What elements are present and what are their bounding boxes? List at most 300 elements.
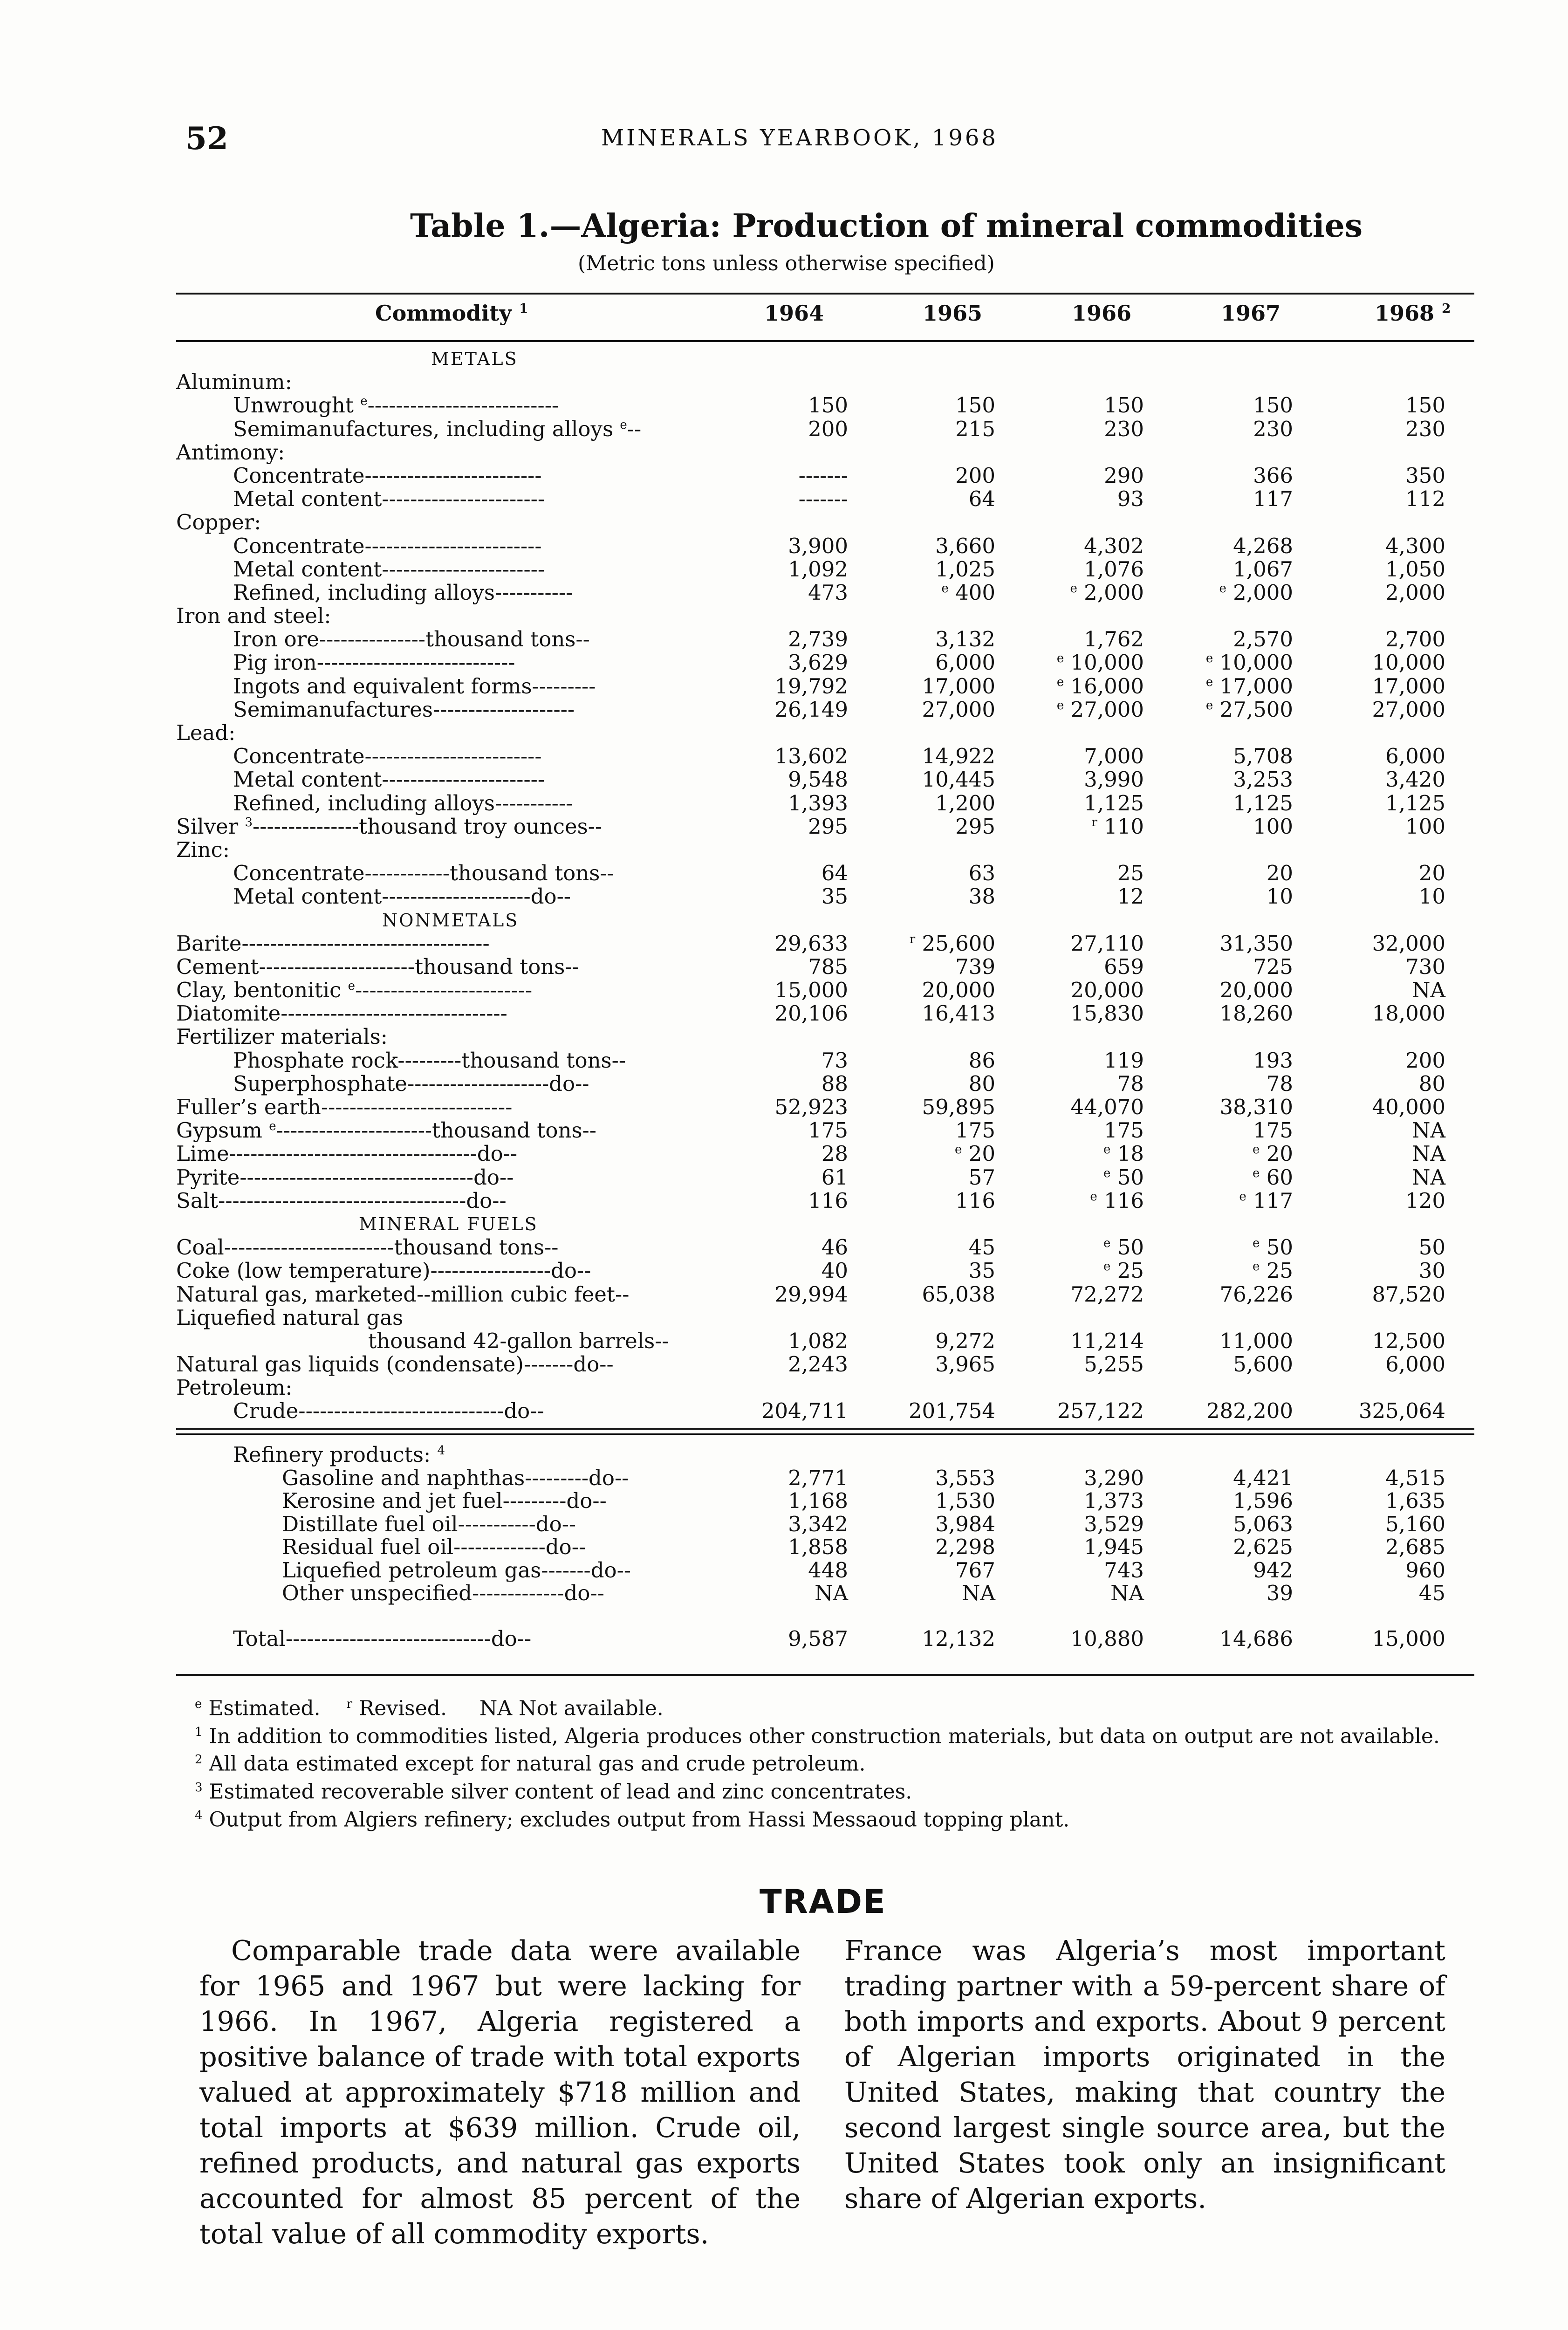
- cell-1966: [1004, 745, 1144, 768]
- row-label: [233, 1443, 711, 1467]
- cell-1968: [1306, 1049, 1445, 1072]
- row-label: [176, 1002, 711, 1025]
- cell-1968: [1306, 1559, 1445, 1582]
- cell-value: 5,255: [1084, 1352, 1144, 1377]
- row-leader: -----------------: [430, 1259, 551, 1283]
- row-leader: ---------------------------: [367, 394, 559, 418]
- cell-value: 2,243: [788, 1352, 848, 1377]
- cell-1964: [708, 464, 848, 487]
- cell-1964: [708, 651, 848, 674]
- cell-1968: [1306, 932, 1445, 955]
- row-footnote-mark: e: [620, 418, 627, 432]
- table-row: [0, 511, 1568, 534]
- cell-1964: [708, 955, 848, 979]
- cell-1968: [1306, 675, 1445, 698]
- row-label: [233, 628, 711, 651]
- table-row: [0, 698, 1568, 721]
- cell-1964: [708, 1072, 848, 1096]
- cell-value: 17,000: [922, 673, 995, 699]
- row-label: [233, 464, 711, 487]
- cell-value: 2,570: [1233, 627, 1293, 652]
- table-row: [0, 768, 1568, 791]
- row-leader-tail: --: [492, 1189, 507, 1213]
- cell-value: 473: [808, 580, 848, 605]
- cell-1967: [1153, 1535, 1293, 1559]
- cell-1966: [1004, 1513, 1144, 1536]
- cell-value: 175: [808, 1118, 848, 1143]
- cell-value: 730: [1405, 954, 1445, 979]
- cell-value: 200: [1405, 1048, 1445, 1073]
- legend-r: Revised.: [359, 1696, 447, 1720]
- cell-1967: [1153, 979, 1293, 1002]
- row-leader: -----------------------------: [298, 1399, 504, 1423]
- row-label-text: Crude: [233, 1399, 299, 1423]
- cell-value: 175: [1104, 1118, 1144, 1143]
- estimated-mark: e: [1253, 1260, 1260, 1274]
- cell-1964: [708, 487, 848, 511]
- cell-value: 5,600: [1233, 1352, 1293, 1377]
- row-label-text: Coal: [176, 1236, 224, 1260]
- cell-value: 46: [821, 1235, 848, 1260]
- cell-value: 2,000: [1233, 580, 1293, 605]
- row-label-text: Fuller’s earth: [176, 1096, 321, 1119]
- cell-value: 960: [1405, 1557, 1445, 1583]
- cell-value: 1,125: [1084, 790, 1144, 816]
- cell-1964: [708, 1259, 848, 1282]
- cell-value: 18: [1117, 1141, 1144, 1166]
- cell-value: 88: [821, 1071, 848, 1096]
- cell-value: 14,922: [922, 744, 995, 769]
- cell-1966: [1004, 979, 1144, 1002]
- cell-value: 27,000: [1372, 697, 1445, 722]
- row-leader: --: [417, 1282, 431, 1306]
- row-label: [233, 394, 711, 417]
- cell-value: 27,110: [1070, 931, 1144, 956]
- row-leader: -----------: [495, 581, 573, 605]
- cell-1966: [1004, 418, 1144, 441]
- cell-value: 80: [968, 1071, 995, 1096]
- cell-value: 1,762: [1084, 627, 1144, 652]
- estimated-mark: e: [1103, 1166, 1111, 1180]
- row-label: [176, 1189, 711, 1213]
- cell-value: 10,000: [1070, 650, 1144, 675]
- estimated-mark: e: [1103, 1260, 1111, 1274]
- cell-1964: [708, 1513, 848, 1536]
- row-label: [233, 558, 711, 581]
- cell-value: 290: [1104, 463, 1144, 488]
- row-label: [233, 862, 711, 885]
- cell-1965: [856, 885, 995, 908]
- cell-1964: [708, 581, 848, 604]
- cell-value: 3,965: [935, 1352, 995, 1377]
- row-leader: -------------------------: [364, 745, 542, 768]
- cell-1967: [1153, 932, 1293, 955]
- cell-1964: [708, 698, 848, 721]
- cell-value: 201,754: [908, 1398, 995, 1424]
- cell-1968: [1306, 651, 1445, 674]
- cell-value: 2,000: [1084, 580, 1144, 605]
- cell-value: 45: [1418, 1581, 1445, 1605]
- cell-value: 1,125: [1385, 790, 1445, 816]
- row-leader: -----------------------------------: [241, 932, 490, 955]
- row-label-text: Phosphate rock: [233, 1048, 398, 1072]
- cell-1965: [856, 745, 995, 768]
- table-row: [0, 1049, 1568, 1072]
- cell-value: 44,070: [1070, 1095, 1144, 1119]
- section-label: MINERAL FUELS: [359, 1213, 538, 1234]
- legend-na: NA Not available.: [479, 1696, 664, 1720]
- refinery-table-body: [0, 1443, 1568, 1650]
- cell-1966: [1004, 1259, 1144, 1282]
- cell-value: 1,125: [1233, 790, 1293, 816]
- row-label: [233, 1072, 711, 1096]
- cell-value: 257,122: [1057, 1398, 1144, 1424]
- cell-value: 60: [1266, 1165, 1293, 1190]
- cell-1966: [1004, 487, 1144, 511]
- row-leader: -----------------------------------: [229, 1142, 477, 1166]
- cell-value: 10,000: [1219, 650, 1293, 675]
- cell-value: 175: [955, 1118, 995, 1143]
- row-label-text: Barite: [176, 932, 242, 955]
- row-label-text: Zinc:: [176, 838, 230, 862]
- cell-1966: [1004, 1142, 1144, 1165]
- cell-1967: [1153, 1166, 1293, 1189]
- revised-mark: r: [909, 932, 916, 946]
- estimated-mark: e: [1070, 581, 1077, 596]
- cell-value: 20,000: [922, 978, 995, 1003]
- cell-value: 200: [955, 463, 995, 488]
- row-leader-tail: --: [575, 628, 590, 651]
- cell-value: 50: [1266, 1235, 1293, 1260]
- cell-1966: [1004, 1236, 1144, 1259]
- legend-mark-r: r: [346, 1697, 353, 1711]
- cell-1968: [1306, 464, 1445, 487]
- cell-1967: [1153, 651, 1293, 674]
- cell-1968: [1306, 862, 1445, 885]
- cell-1965: [856, 1259, 995, 1282]
- row-label-text: Cement: [176, 955, 259, 979]
- cell-value: 17,000: [1219, 673, 1293, 699]
- cell-1966: [1004, 1096, 1144, 1119]
- cell-value: 3,132: [935, 627, 995, 652]
- row-leader-tail: --: [588, 815, 603, 838]
- row-footnote-mark: 4: [437, 1444, 445, 1458]
- cell-1967: [1153, 1119, 1293, 1142]
- cell-1967: [1153, 698, 1293, 721]
- cell-1968: [1306, 955, 1445, 979]
- row-label: [233, 487, 711, 511]
- cell-value: 1,067: [1233, 556, 1293, 582]
- row-label: [282, 1582, 711, 1605]
- column-header-1964: 1964: [764, 301, 824, 326]
- cell-1966: [1004, 1049, 1144, 1072]
- cell-1966: [1004, 862, 1144, 885]
- cell-value: 5,063: [1233, 1511, 1293, 1536]
- cell-value: 12,500: [1372, 1328, 1445, 1353]
- cell-value: 20,000: [1219, 978, 1293, 1003]
- cell-value: 1,050: [1385, 556, 1445, 582]
- cell-1966: [1004, 1353, 1144, 1376]
- cell-1964: [708, 815, 848, 838]
- cell-1965: [856, 1535, 995, 1559]
- row-label: [176, 1376, 711, 1399]
- table-row: [0, 862, 1568, 885]
- cell-1965: [856, 1627, 995, 1651]
- cell-1964: [708, 418, 848, 441]
- cell-1967: [1153, 1489, 1293, 1513]
- cell-1968: [1306, 1166, 1445, 1189]
- cell-1965: [856, 1049, 995, 1072]
- row-label-text: Gasoline and naphthas: [282, 1466, 525, 1489]
- cell-value: 725: [1253, 954, 1293, 979]
- cell-1966: [1004, 1535, 1144, 1559]
- row-leader-tail: --: [556, 885, 571, 909]
- estimated-mark: e: [1205, 675, 1213, 689]
- cell-value: 230: [1253, 416, 1293, 441]
- footnote-3-text: Estimated recoverable silver content of lead and zinc concentrates.: [209, 1780, 912, 1804]
- cell-value: 38: [968, 884, 995, 909]
- column-header-commodity-note: 1: [519, 301, 528, 316]
- row-label: [233, 792, 711, 815]
- row-label: [233, 698, 711, 721]
- cell-1968: [1306, 418, 1445, 441]
- header-bottom-rule: [176, 340, 1474, 342]
- cell-value: 86: [968, 1048, 995, 1073]
- cell-value: 16,000: [1070, 673, 1144, 699]
- table-subtitle: (Metric tons unless otherwise specified): [578, 252, 995, 275]
- cell-1968: [1306, 1353, 1445, 1376]
- row-footnote-mark: e: [348, 979, 356, 994]
- cell-value: 2,685: [1385, 1535, 1445, 1559]
- legend-mark-e: e: [195, 1697, 202, 1711]
- cell-value: 3,990: [1084, 767, 1144, 792]
- cell-value: 116: [955, 1188, 995, 1213]
- cell-1966: [1004, 651, 1144, 674]
- row-leader: -----------------------------------: [218, 1189, 466, 1213]
- footnote-3-mark: 3: [195, 1780, 203, 1795]
- cell-value: -------: [798, 463, 848, 488]
- cell-1965: [856, 768, 995, 791]
- cell-1967: [1153, 1399, 1293, 1423]
- cell-1965: [856, 1189, 995, 1213]
- row-label-text: Silver: [176, 815, 239, 838]
- row-leader-tail: --: [590, 1582, 604, 1605]
- cell-1968: [1306, 1399, 1445, 1423]
- cell-1964: [708, 885, 848, 908]
- cell-1965: [856, 979, 995, 1002]
- cell-value: 28: [821, 1141, 848, 1166]
- cell-value: 50: [1117, 1165, 1144, 1190]
- cell-1965: [856, 1489, 995, 1513]
- row-unit: do: [551, 1259, 577, 1283]
- table-row: [0, 721, 1568, 745]
- row-leader-tail: --: [614, 1466, 629, 1489]
- cell-1965: [856, 628, 995, 651]
- row-leader-tail: --: [517, 1627, 532, 1650]
- cell-1966: [1004, 1166, 1144, 1189]
- cell-value: 25: [1266, 1258, 1293, 1283]
- row-footnote-mark: 3: [245, 815, 253, 829]
- row-label-text: Metal content: [233, 768, 382, 792]
- cell-1966: [1004, 1489, 1144, 1513]
- row-unit: thousand tons: [394, 1236, 545, 1260]
- cell-1968: [1306, 745, 1445, 768]
- row-label: [233, 1627, 711, 1651]
- cell-value: 12: [1117, 884, 1144, 909]
- row-label: [233, 1049, 711, 1072]
- cell-1965: [856, 1399, 995, 1423]
- column-header-1968-note: 2: [1442, 301, 1451, 316]
- table-row: [0, 1283, 1568, 1306]
- cell-1967: [1153, 394, 1293, 417]
- cell-value: 743: [1104, 1557, 1144, 1583]
- cell-value: 100: [1405, 814, 1445, 839]
- row-label: [176, 815, 711, 838]
- cell-1965: [856, 815, 995, 838]
- cell-1965: [856, 418, 995, 441]
- row-unit: do: [590, 1558, 617, 1582]
- trade-heading: TRADE: [760, 1883, 886, 1921]
- row-leader-tail: --: [611, 1048, 626, 1072]
- cell-1964: [708, 768, 848, 791]
- row-leader-tail: --: [592, 1489, 607, 1513]
- cell-1966: [1004, 581, 1144, 604]
- cell-value: 10,880: [1070, 1626, 1144, 1651]
- cell-value: 193: [1253, 1048, 1293, 1073]
- cell-value: 659: [1104, 954, 1144, 979]
- footnote-1-mark: 1: [195, 1725, 203, 1739]
- cell-value: 78: [1266, 1071, 1293, 1096]
- cell-value: 5,708: [1233, 744, 1293, 769]
- cell-1965: [856, 558, 995, 581]
- row-label-text: Salt: [176, 1189, 219, 1213]
- row-leader-tail: --: [503, 1142, 518, 1166]
- cell-value: 38,310: [1219, 1095, 1293, 1119]
- cell-value: 1,092: [788, 556, 848, 582]
- row-footnote-mark: e: [360, 394, 368, 409]
- cell-value: 117: [1253, 1188, 1293, 1213]
- cell-1964: [708, 1166, 848, 1189]
- row-leader: -----------: [495, 791, 573, 815]
- cell-value: 117: [1253, 487, 1293, 512]
- table-row: [0, 558, 1568, 581]
- cell-1968: [1306, 1259, 1445, 1282]
- cell-1964: [708, 558, 848, 581]
- cell-value: 50: [1418, 1235, 1445, 1260]
- cell-1966: [1004, 1329, 1144, 1353]
- estimated-mark: e: [1205, 651, 1213, 666]
- cell-1966: [1004, 768, 1144, 791]
- cell-value: 739: [955, 954, 995, 979]
- table-row: [0, 1467, 1568, 1490]
- cell-value: 6,000: [935, 650, 995, 675]
- cell-value: 2,000: [1385, 580, 1445, 605]
- row-unit: thousand troy ounces: [359, 815, 588, 838]
- cell-value: 3,984: [935, 1511, 995, 1536]
- cell-value: 3,529: [1084, 1511, 1144, 1536]
- row-leader-tail: --: [575, 1072, 589, 1096]
- row-unit: do: [491, 1627, 517, 1650]
- cell-1967: [1153, 1582, 1293, 1605]
- cell-value: 3,342: [788, 1511, 848, 1536]
- cell-value: 1,635: [1385, 1488, 1445, 1513]
- cell-value: 785: [808, 954, 848, 979]
- cell-1968: [1306, 1142, 1445, 1165]
- cell-1968: [1306, 1072, 1445, 1096]
- cell-1968: [1306, 1119, 1445, 1142]
- cell-1967: [1153, 1559, 1293, 1582]
- cell-value: 52,923: [774, 1095, 848, 1119]
- cell-value: 5,160: [1385, 1511, 1445, 1536]
- row-leader: -------------: [472, 1582, 564, 1605]
- row-unit: thousand tons: [449, 862, 600, 885]
- cell-1965: [856, 862, 995, 885]
- cell-1964: [708, 1353, 848, 1376]
- table-row: [0, 1002, 1568, 1025]
- cell-value: 25: [1117, 861, 1144, 886]
- cell-1968: [1306, 1096, 1445, 1119]
- cell-value: NA: [1412, 1141, 1445, 1166]
- row-label-text: Metal content: [233, 885, 382, 909]
- cell-value: 350: [1405, 463, 1445, 488]
- section-heading-mineral-fuels: [0, 1213, 1568, 1236]
- cell-value: 448: [808, 1557, 848, 1583]
- cell-1967: [1153, 1283, 1293, 1306]
- row-label: [176, 370, 711, 394]
- cell-value: 295: [808, 814, 848, 839]
- row-label: [176, 979, 711, 1002]
- cell-value: 7,000: [1084, 744, 1144, 769]
- cell-1965: [856, 1582, 995, 1605]
- column-header-1966: 1966: [1072, 301, 1132, 326]
- table-row: [0, 979, 1568, 1002]
- row-leader-tail: --: [571, 1535, 586, 1559]
- cell-1964: [708, 535, 848, 558]
- cell-1966: [1004, 1627, 1144, 1651]
- row-leader: ----------------------: [259, 955, 415, 979]
- cell-1967: [1153, 815, 1293, 838]
- row-leader: -----------: [458, 1512, 536, 1535]
- row-leader: -------------------------: [364, 464, 542, 488]
- row-leader-tail: --: [582, 1119, 596, 1143]
- row-leader: -----------------------: [382, 557, 545, 581]
- table-row: [0, 535, 1568, 558]
- table-row: [0, 628, 1568, 651]
- cell-value: 73: [821, 1048, 848, 1073]
- row-label-text: Superphosphate: [233, 1072, 408, 1096]
- row-unit: do: [466, 1189, 493, 1213]
- cell-value: 325,064: [1358, 1398, 1445, 1424]
- cell-1964: [708, 862, 848, 885]
- estimated-mark: e: [1253, 1166, 1260, 1180]
- row-label-text: Iron ore: [233, 628, 319, 651]
- footnote-1-text: In addition to commodities listed, Algeria produces other construction materials, but data on output are not available.: [209, 1724, 1440, 1748]
- cell-1967: [1153, 1259, 1293, 1282]
- cell-value: 295: [955, 814, 995, 839]
- cell-1965: [856, 487, 995, 511]
- cell-value: 3,900: [788, 533, 848, 558]
- cell-value: 72,272: [1070, 1282, 1144, 1307]
- row-unit: do: [545, 1535, 572, 1559]
- page-header: [0, 120, 1568, 158]
- row-label: [233, 885, 711, 908]
- cell-value: 25: [1117, 1258, 1144, 1283]
- row-unit: thousand tons: [432, 1119, 582, 1143]
- cell-1966: [1004, 394, 1144, 417]
- row-leader: --------------------: [432, 698, 575, 722]
- cell-value: 1,596: [1233, 1488, 1293, 1513]
- footnote-2: [175, 1748, 1480, 1776]
